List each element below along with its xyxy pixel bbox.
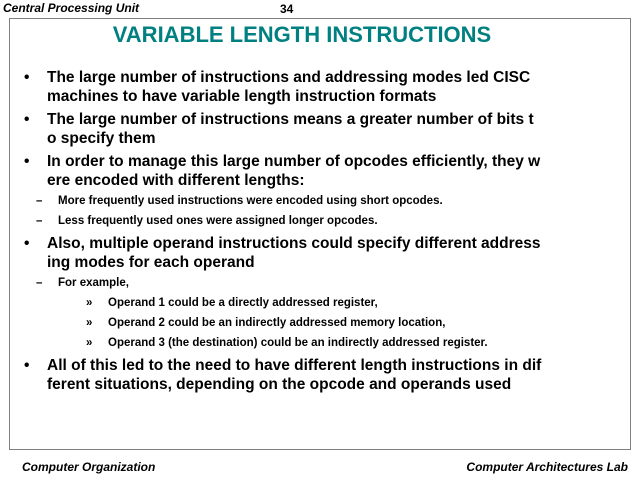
slide-title: VARIABLE LENGTH INSTRUCTIONS: [112, 22, 492, 47]
sub-sub-bullet-item: [24, 336, 620, 350]
bullet-text: All of this led to the need to have different length instructions in dif ferent situations, depending on the opcode and operands used: [47, 357, 542, 393]
sub-bullet-marker: –: [36, 195, 43, 207]
bullet-text: The large number of instructions and addressing modes led CISC machines to have variable length instruction formats: [47, 69, 531, 105]
bullet-item: [24, 110, 620, 148]
sub-sub-bullet-text: Operand 2 could be an indirectly addressed memory location,: [108, 317, 446, 329]
slide-body: [24, 68, 620, 398]
bullet-marker: •: [24, 69, 30, 86]
page-number: 34: [280, 2, 294, 16]
footer-lab-name: Computer Architectures Lab: [466, 460, 628, 474]
sub-sub-bullet-marker: »: [86, 337, 93, 349]
sub-bullet-text: Less frequently used ones were assigned longer opcodes.: [58, 215, 378, 227]
sub-bullet-item: [24, 276, 620, 290]
sub-bullet-text: For example,: [58, 277, 129, 289]
sub-sub-bullet-item: [24, 296, 620, 310]
sub-bullet-marker: –: [36, 215, 43, 227]
bullet-marker: •: [24, 357, 30, 374]
sub-bullet-text: More frequently used instructions were encoded using short opcodes.: [58, 195, 443, 207]
bullet-item: [24, 234, 620, 272]
sub-sub-bullet-item: [24, 316, 620, 330]
sub-bullet-marker: –: [36, 277, 43, 289]
sub-sub-bullet-marker: »: [86, 317, 93, 329]
sub-bullet-item: [24, 214, 620, 228]
sub-sub-bullet-text: Operand 1 could be a directly addressed register,: [108, 297, 378, 309]
sub-sub-bullet-marker: »: [86, 297, 93, 309]
bullet-item: [24, 356, 620, 394]
header-course-name: Central Processing Unit: [3, 1, 140, 15]
bullet-text: Also, multiple operand instructions could specify different address ing modes for each operand: [47, 235, 541, 271]
sub-bullet-item: [24, 194, 620, 208]
bullet-marker: •: [24, 235, 30, 252]
sub-sub-bullet-text: Operand 3 (the destination) could be an indirectly addressed register.: [108, 337, 488, 349]
bullet-item: [24, 68, 620, 106]
bullet-marker: •: [24, 111, 30, 128]
bullet-item: [24, 152, 620, 190]
bullet-marker: •: [24, 153, 30, 170]
bullet-text: The large number of instructions means a greater number of bits t o specify them: [47, 111, 534, 147]
bullet-text: In order to manage this large number of opcodes efficiently, they w ere encoded with different lengths:: [47, 153, 541, 189]
footer-course-title: Computer Organization: [22, 460, 156, 474]
